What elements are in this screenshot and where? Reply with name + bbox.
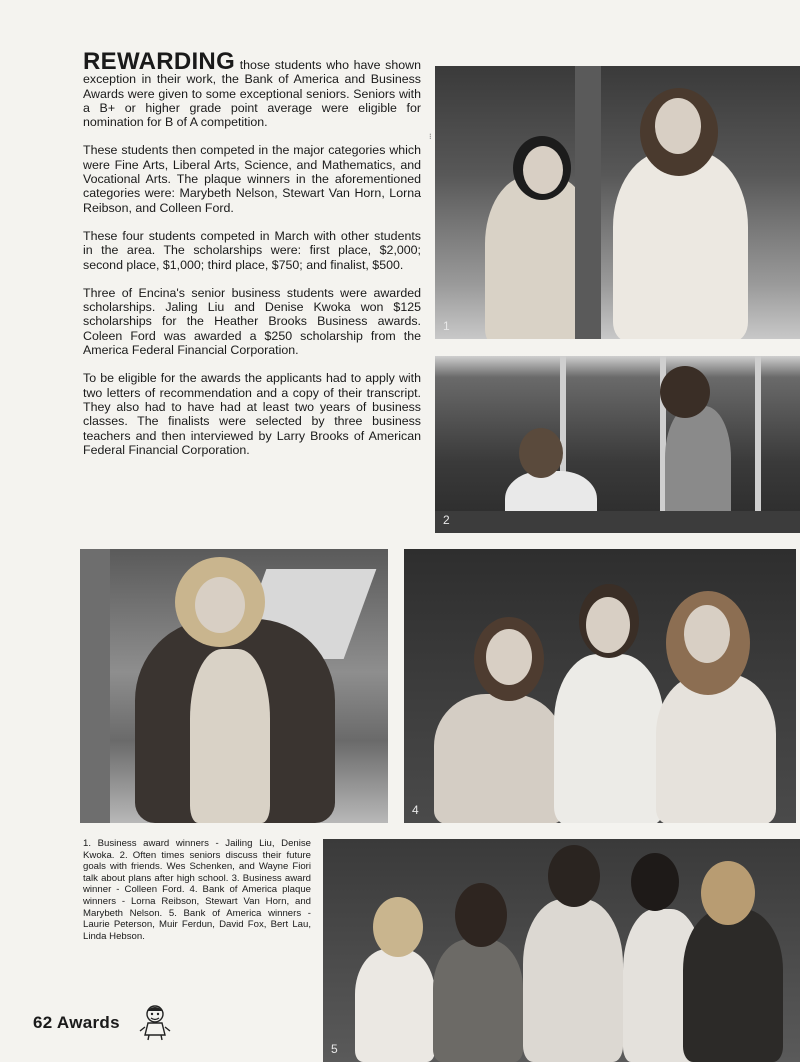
tree-trunk [80,549,110,823]
article-paragraph-1 [83,48,421,130]
article-body [83,48,421,471]
person-head [660,366,710,418]
article-paragraph-2: These students then competed in the major categories which were Fine Arts, Liberal Arts, Science, and Mathematics, and Vocational Arts. The plaque winners in the aforementioned categories were: Marybeth Nelson, Stewart Van Horn, Lorna Reibson, and Colleen Ford. [83,143,421,215]
person-face [523,146,563,194]
person-face [684,605,730,663]
person-head [519,428,563,478]
person-face [195,577,245,633]
article-paragraph-4: Three of Encina's senior business students were awarded scholarships. Jaling Liu and Denise Kwoka won $125 scholarships for the Heather Brooks Business awards. Coleen Ford was awarded a $250 scholarship from the America Federal Financial Corporation. [83,285,421,358]
photo-number: 4 [412,803,419,817]
person-figure [434,694,564,823]
photo-captions: 1. Business award winners - Jailing Liu, Denise Kwoka. 2. Often times seniors discuss their future goals with friends. Wes Schenken, and Wayne Fiori talk about plans after high school. 3. Business award winner - Colleen Ford. 4. Bank of America plaque winners - Lorna Reibson, Stewart Van Horn, and Marybeth Nelson. 5. Bank of America winners - Laurie Peterson, Muir Ferdun, David Fox, Bert Lau, Linda Hebson. [83,838,311,942]
person-head [373,897,423,957]
photo-2-seniors-discuss-goals [435,356,800,533]
article-paragraph-5: To be eligible for the awards the applicants had to apply with two letters of recommendation and a copy of their transcript. They also had to have had at least two years of business classes. The finalists were selected by three business teachers and then interviewed by Larry Brooks of American Federal Financial Corporation. [83,371,421,457]
photo-number: 1 [443,319,450,333]
person-tshirt [554,654,664,823]
photo-1-business-award-winners [435,66,800,339]
person-figure [656,674,776,823]
photo-number: 5 [331,1042,338,1056]
person-figure [683,909,783,1062]
photo-4-plaque-winners [404,549,796,823]
person-figure [355,949,435,1062]
person-figure [613,151,748,339]
page-folio [33,1013,120,1033]
paragraph-1-text: those students who have shown exception in their work, the Bank of America and Business Awards were given to some exceptional seniors. Seniors with a B+ or higher grade point average were eligible for nomination for B of A competition. [83,58,421,130]
tree-trunk [575,66,601,339]
print-speck: ⁝ [429,132,432,141]
page-number: 62 [33,1013,53,1032]
article-paragraph-3: These four students competed in March with other students in the area. The scholarships were: first place, $2,000; second place, $1,000; third place, $750; and finalist, $500. [83,228,421,272]
photo-5-bank-of-america-winners [323,839,800,1062]
mascot-logo-icon [138,1003,172,1041]
window-frame [755,356,761,516]
person-figure [523,899,623,1062]
ledge [435,511,800,533]
person-head [455,883,507,947]
person-face [486,629,532,685]
section-name: Awards [56,1013,120,1032]
person-face [655,98,701,154]
photo-number: 2 [443,513,450,527]
person-head [701,861,755,925]
person-head [548,845,600,907]
photo-3-colleen-ford [80,549,388,823]
person-face [586,597,630,653]
person-head [631,853,679,911]
lead-word: REWARDING [83,48,236,75]
person-figure [433,939,523,1062]
person-dress [190,649,270,823]
